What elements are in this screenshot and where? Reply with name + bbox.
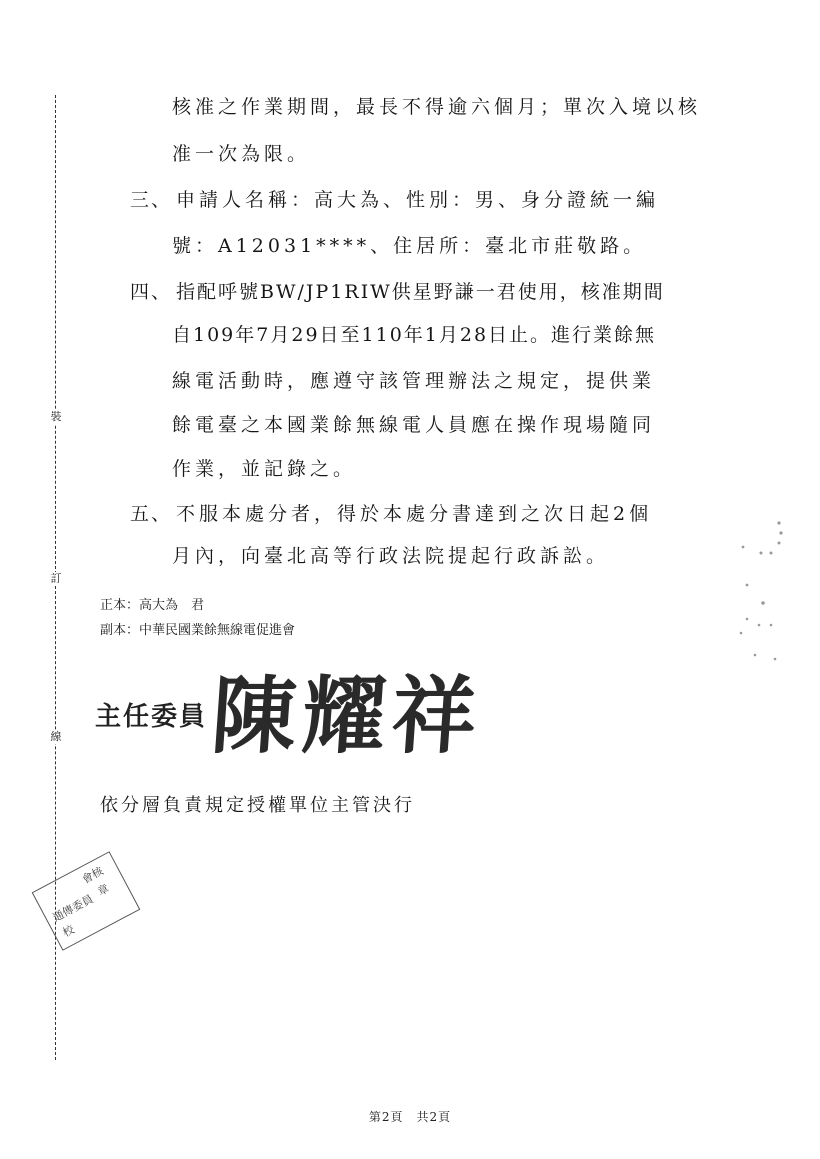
item-4-line-1: 指配呼號BW/JP1RIW供星野謙一君使用，核准期間 bbox=[176, 281, 665, 303]
item-3-line-2: 號：A12031****、住居所：臺北市莊敬路。 bbox=[172, 235, 647, 257]
item-5-line-2: 月內，向臺北高等行政法院提起行政訴訟。 bbox=[172, 545, 610, 567]
stamp-text-3: 通傳委員 bbox=[50, 892, 96, 925]
recipient-copy: 副本：中華民國業餘無線電促進會 bbox=[100, 623, 296, 638]
binding-mark-zhuang: 裝 bbox=[50, 410, 62, 423]
page-number-footer: 第2頁 共2頁 bbox=[368, 1110, 452, 1124]
item-5-line-1: 不服本處分者，得於本處分書達到之次日起2個 bbox=[176, 503, 653, 525]
item-4-line-5: 作業，並記錄之。 bbox=[172, 458, 357, 480]
item-number-4: 四、 bbox=[130, 281, 173, 303]
signatory-name: 陳耀祥 bbox=[208, 666, 486, 765]
item-continuation-line-2: 准一次為限。 bbox=[172, 143, 311, 165]
binding-mark-ding: 訂 bbox=[50, 572, 62, 585]
scan-artifact-dots bbox=[735, 515, 795, 665]
item-4-line-2: 自109年7月29日至110年1月28日止。進行業餘無 bbox=[172, 324, 657, 346]
stamp-text-1: 會核 bbox=[79, 864, 106, 887]
item-3-line-1: 申請人名稱：高大為、性別：男、身分證統一編 bbox=[176, 189, 660, 211]
binding-mark-xian: 線 bbox=[50, 730, 62, 743]
item-continuation-line-1: 核准之作業期間，最長不得逾六個月；單次入境以核 bbox=[172, 96, 702, 118]
recipient-original: 正本：高大為 君 bbox=[100, 598, 205, 613]
stamp-text-2: 章 bbox=[95, 881, 112, 899]
stamp-text-4: 校 bbox=[60, 922, 77, 940]
delegation-note: 依分層負責規定授權單位主管決行 bbox=[100, 795, 415, 816]
item-number-5: 五、 bbox=[130, 503, 173, 525]
item-4-line-3: 線電活動時，應遵守該管理辦法之規定，提供業 bbox=[172, 370, 656, 392]
item-number-3: 三、 bbox=[130, 189, 173, 211]
signatory-title: 主任委員 bbox=[95, 702, 208, 732]
item-4-line-4: 餘電臺之本國業餘無線電人員應在操作現場隨同 bbox=[172, 414, 656, 436]
verification-stamp bbox=[32, 851, 141, 951]
